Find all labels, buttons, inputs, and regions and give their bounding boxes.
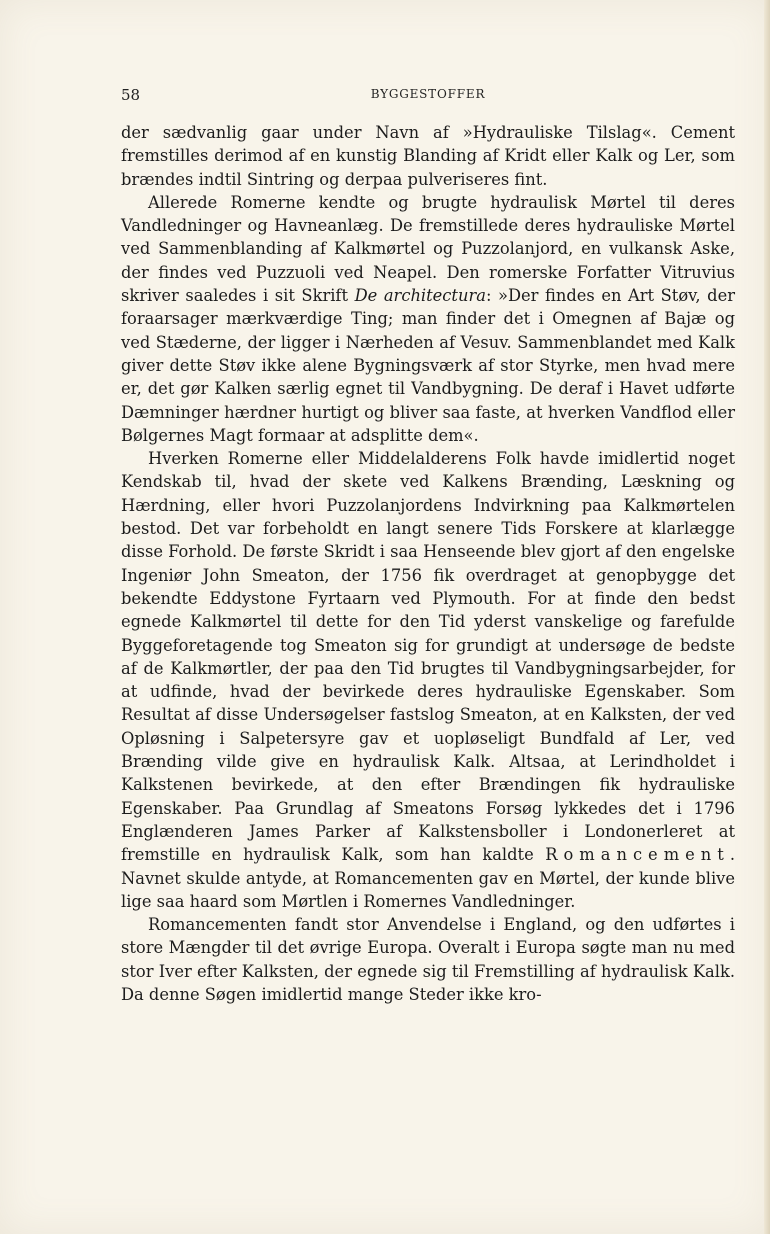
page-number: 58: [121, 86, 141, 104]
paragraph-4: Romancementen fandt stor Anvendelse i England, og den udførtes i store Mængder til det øvrige Europa. Overalt i Europa søgte man nu med stor Iver efter Kalksten, der egnede sig til Fremstilling af hydraulisk Kalk. Da denne Søgen imidlertid mange Steder ikke kro-: [121, 915, 735, 1004]
paragraph-3-text-b: . Navnet skulde antyde, at Romancementen gav en Mørtel, der kunde blive lige saa haard som Mørtlen i Romernes Vandledninger.: [121, 845, 735, 911]
paragraph-2-text-a: Allerede Romerne kendte og brugte hydraulisk Mørtel til deres Vandledninger og Havneanlæg. De fremstillede deres hydrauliske Mørtel ved Sammenblanding af Kalkmørtel og Puzzolanjord, en vulkansk Aske, der findes ved Puzzuoli ved Neapel. Den romerske Forfatter Vitruvius skriver saaledes i sit Skrift: [121, 192, 735, 306]
page-header: [121, 86, 735, 106]
spaced-term: Romancement: [545, 845, 730, 865]
paragraph-1: der sædvanlig gaar under Navn af »Hydrauliske Tilslag«. Cement fremstilles derimod af en kunstig Blanding af Kridt eller Kalk og Ler, som brændes indtil Sintring og derpaa pulveriseres fint.: [121, 123, 735, 189]
book-title-italic: De architectura: [354, 286, 486, 306]
paragraph-2-text-b: : »Der findes en Art Støv, der foraarsager mærkværdige Ting; man finder det i Omegnen af Bajæ og ved Stæderne, der ligger i Nærheden af Vesuv. Sammenblandet med Kalk giver dette Støv ikke alene Bygningsværk af stor Styrke, men hvad mere er, det gør Kalken særlig egnet til Vandbygning. De deraf i Havet udførte Dæmninger hærdner hurtigt og bliver saa faste, at hverken Vandflod eller Bølgernes Magt formaar at adsplitte dem«.: [121, 286, 736, 445]
running-head: BYGGESTOFFER: [370, 87, 486, 101]
page-edge: [764, 0, 770, 1234]
paragraph-2: [121, 191, 735, 447]
body-text: [121, 121, 735, 1006]
paragraph-3-text-a: Hverken Romerne eller Middelalderens Folk havde imidlertid noget Kendskab til, hvad der skete ved Kalkens Brænding, Læskning og Hærdning, eller hvori Puzzolanjordens Indvirkning paa Kalkmørtelen bestod. Det var forbeholdt en langt senere Tids Forskere at klarlægge disse Forhold. De første Skridt i saa Henseende blev gjort af den engelske Ingeniør John Smeaton, der 1756 fik overdraget at genopbygge det bekendte Eddystone Fyrtaarn ved Plymouth. For at finde den bedst egnede Kalkmørtel til dette for den Tid yderst vanskelige og farefulde Byggeforetagende tog Smeaton sig for grundigt at undersøge de bedste af de Kalkmørtler, der paa den Tid brugtes til Vandbygningsarbejder, for at udfinde, hvad der bevirkede deres hydrauliske Egenskaber. Som Resultat af disse Undersøgelser fastslog Smeaton, at en Kalksten, der ved Opløsning i Salpetersyre gav et uopløseligt Bundfald af Ler, ved Brænding vilde give en hydraulisk Kalk. Altsaa, at Lerindholdet i Kalkstenen bevirkede, at den efter Brændingen fik hydrauliske Egenskaber. Paa Grundlag af Smeatons Forsøg lykkedes det i 1796 Englænderen James Parker af Kalkstensboller i Londonerleret at fremstille en hydraulisk Kalk, som han kaldte: [121, 449, 736, 865]
paragraph-3: [121, 447, 735, 913]
